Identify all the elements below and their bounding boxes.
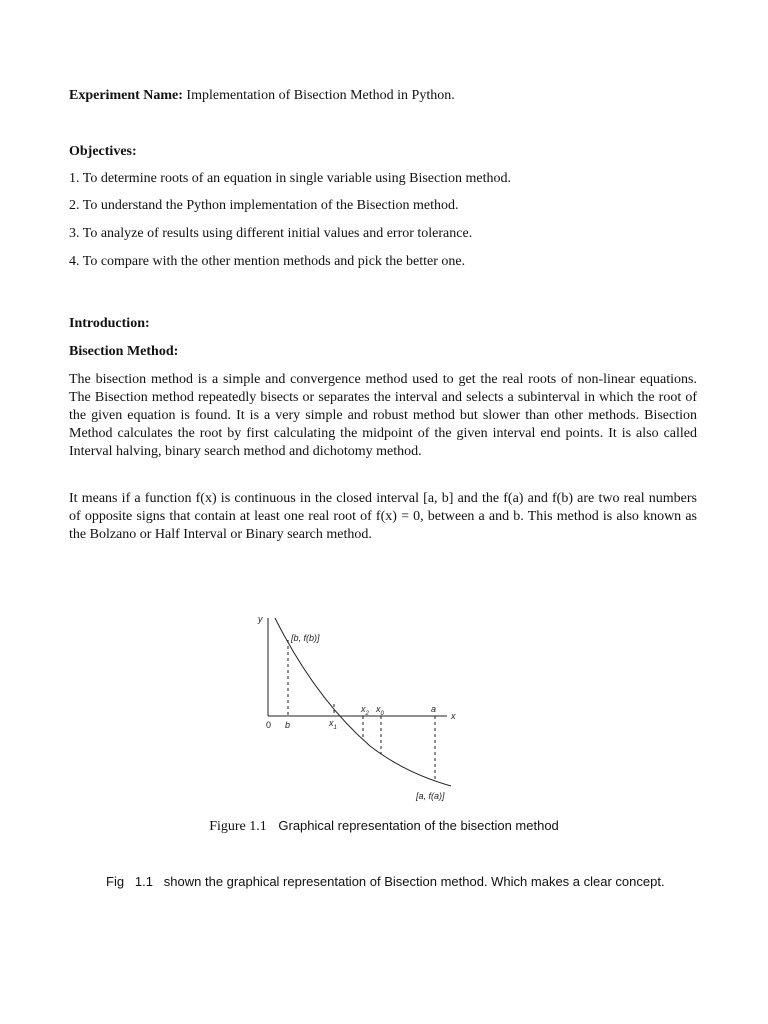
experiment-name-label: Experiment Name: bbox=[69, 88, 183, 103]
figure-caption bbox=[0, 818, 768, 835]
x1-label: $x_1$ bbox=[329, 718, 337, 731]
figure-caption-label: Figure 1.1 bbox=[209, 819, 267, 834]
point-b-label: [b, f(b)] bbox=[291, 633, 320, 643]
experiment-name-line bbox=[69, 88, 455, 104]
x0-label: $x_0$ bbox=[376, 704, 384, 717]
objective-item: 2. To understand the Python implementation of the Bisection method. bbox=[69, 198, 459, 213]
origin-label: 0 bbox=[266, 720, 272, 730]
introduction-heading: Introduction: bbox=[69, 316, 150, 331]
experiment-name-value: Implementation of Bisection Method in Python. bbox=[186, 88, 455, 103]
bisection-graph bbox=[255, 608, 475, 808]
bisection-figure bbox=[255, 608, 475, 808]
objective-item: 4. To compare with the other mention methods and pick the better one. bbox=[69, 254, 466, 269]
objectives-heading: Objectives: bbox=[69, 144, 137, 159]
y-axis-label: y bbox=[258, 614, 263, 624]
x2-label: $x_2$ bbox=[361, 704, 369, 717]
a-label: a bbox=[431, 704, 437, 714]
point-a-label: [a, f(a)] bbox=[416, 791, 445, 801]
figure-caption-text: Graphical representation of the bisection method bbox=[278, 818, 559, 833]
objective-item: 3. To analyze of results using different initial values and error tolerance. bbox=[69, 226, 473, 241]
objective-item: 1. To determine roots of an equation in single variable using Bisection method. bbox=[69, 171, 512, 186]
x-axis-label: x bbox=[451, 711, 456, 721]
intro-paragraph: The bisection method is a simple and convergence method used to get the real roots of non-linear equations. The Bisection method repeatedly bisects or separates the interval and selects a subinterval in which the root of the given equation is found. It is a very simple and robust method but slower than other methods. Bisection Method calculates the root by first calculating the midpoint of the given interval end points. It is also called Interval halving, binary search method and dichotomy method. bbox=[69, 372, 697, 459]
intro-paragraph: It means if a function f(x) is continuous in the closed interval [a, b] and the f(a) and f(b) are two real numbers of opposite signs that contain at least one real root of f(x) = 0, between a and b. This method is also known as the Bolzano or Half Interval or Binary search method. bbox=[69, 491, 697, 542]
bisection-subheading: Bisection Method: bbox=[69, 344, 179, 359]
function-curve bbox=[275, 618, 451, 786]
figure-reference-text: Fig 1.1 shown the graphical representation of Bisection method. Which makes a clear concept. bbox=[106, 874, 665, 889]
b-label: b bbox=[285, 720, 291, 730]
